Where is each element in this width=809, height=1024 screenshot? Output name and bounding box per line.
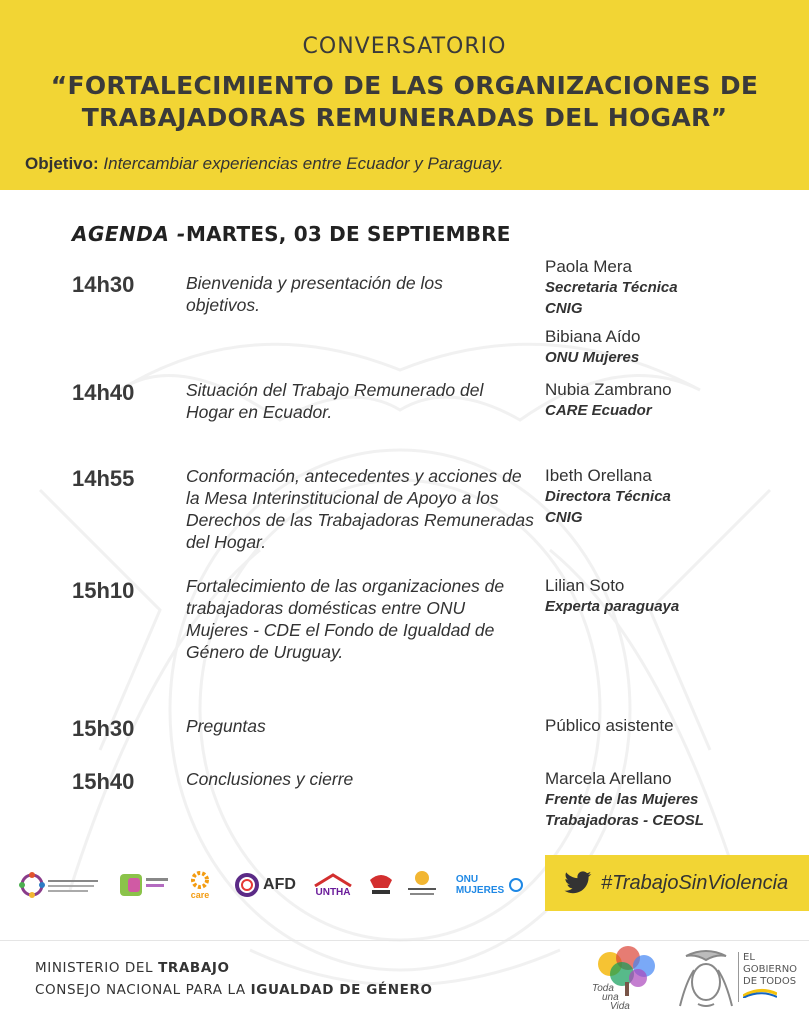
speaker-name: Lilian Soto [545,576,625,595]
igualdad-logo [118,862,172,908]
cfosl-logo [366,862,396,908]
untha-text: UNTHA [315,886,351,898]
ministry-bold: TRABAJO [158,960,230,976]
twitter-bird-icon [563,871,593,895]
agenda-date: MARTES, 03 DE SEPTIEMBRE [186,222,511,246]
speaker-org: CNIG [545,300,583,317]
council-bold: IGUALDAD DE GÉNERO [250,982,433,998]
objective-text: Intercambiar experiencias entre Ecuador y Paraguay. [103,154,504,173]
agenda-speaker [545,379,805,421]
speaker-role: Secretaria Técnica [545,279,678,296]
speaker-name: Ibeth Orellana [545,466,652,485]
flag-ribbon-icon [743,988,777,998]
partner-logos [12,862,532,908]
speaker-name: Nubia Zambrano [545,380,672,399]
speaker-name: Paola Mera [545,257,632,276]
event-type: CONVERSATORIO [302,34,507,59]
agenda-speaker [545,326,805,368]
gob-line3: DE TODOS [743,976,797,987]
agenda-speaker [545,715,805,736]
afd-text: AFD [263,876,296,893]
speaker-role: Frente de las Mujeres [545,791,699,808]
agenda-time: 15h10 [72,578,135,603]
agenda-speaker [545,465,805,528]
onu-text: ONU [455,874,479,885]
gob-line2: GOBIERNO [743,964,798,975]
event-title-line1: “FORTALECIMIENTO DE LAS ORGANIZACIONES DE [50,71,759,100]
event-title-line2: TRABAJADORAS REMUNERADAS DEL HOGAR” [81,103,728,132]
untha-logo [308,862,358,908]
agenda-description: Conclusiones y cierre [186,769,354,789]
untha-roof-icon [313,873,353,887]
objective [25,154,504,174]
hashtag-banner [545,855,809,911]
un-emblem-icon [508,877,524,893]
vida-text: Vida [610,1001,630,1012]
council-prefix: CONSEJO NACIONAL PARA LA [35,982,251,998]
speaker-org: CNIG [545,509,583,526]
agenda-description: Fortalecimiento de las organizaciones de trabajadoras domésticas entre ONU Mujeres - CDE el Fondo de Igualdad de Género de Uruguay. [186,576,505,662]
objective-label: Objetivo: [25,154,99,173]
hashtag-text: #TrabajoSinViolencia [601,871,789,894]
universidad-logo [404,862,440,908]
agenda-description: Bienvenida y presentación de los objetivos. [186,273,443,315]
event-title [0,70,809,134]
speaker-name: Bibiana Aído [545,327,641,346]
speaker-name: Marcela Arellano [545,769,672,788]
agenda-time: 14h40 [72,380,135,405]
agenda-speaker [545,256,805,319]
header-band [0,0,809,190]
agenda-speaker [545,768,805,831]
agenda-description: Preguntas [186,716,266,736]
speaker-role: ONU Mujeres [545,349,640,366]
agenda-label: AGENDA - [72,222,186,246]
council-name [35,982,433,998]
speaker-role: Directora Técnica [545,488,671,505]
onu-mujeres-logo [450,862,530,908]
agenda-speaker [545,575,805,617]
gobierno-de-todos-logo [738,952,797,1002]
care-text: care [190,890,210,900]
ministry-prefix: MINISTERIO DEL [35,960,159,976]
agenda-time: 14h55 [72,466,135,491]
speaker-name: Público asistente [545,716,674,735]
footer-divider [0,940,809,941]
toda-text: Toda [592,983,614,994]
speaker-role: Experta paraguaya [545,598,680,615]
care-logo [182,862,218,908]
agenda-description: Conformación, antecedentes y acciones de la Mesa Interinstitucional de Apoyo a los Derechos de las Trabajadoras Remuneradas del Hogar. [186,466,534,552]
agenda-description: Situación del Trabajo Remunerado del Hogar en Ecuador. [186,380,484,422]
una-text: una [602,992,619,1003]
speaker-role: CARE Ecuador [545,402,652,419]
mujeres-text: MUJERES [455,885,505,896]
agenda-time: 14h30 [72,272,135,297]
coat-of-arms-icon [676,946,736,1010]
agenda-time: 15h40 [72,769,135,794]
agenda-time: 15h30 [72,716,135,741]
gob-line1: EL [743,952,755,963]
afd-logo [228,862,302,908]
toda-una-vida-logo [588,946,664,1012]
care-flower-icon [190,870,210,890]
mesa-interinstitucional-logo [14,862,104,908]
ministry-name [35,960,230,976]
afd-circle-icon [234,872,260,898]
speaker-org: Trabajadoras - CEOSL [545,812,704,829]
